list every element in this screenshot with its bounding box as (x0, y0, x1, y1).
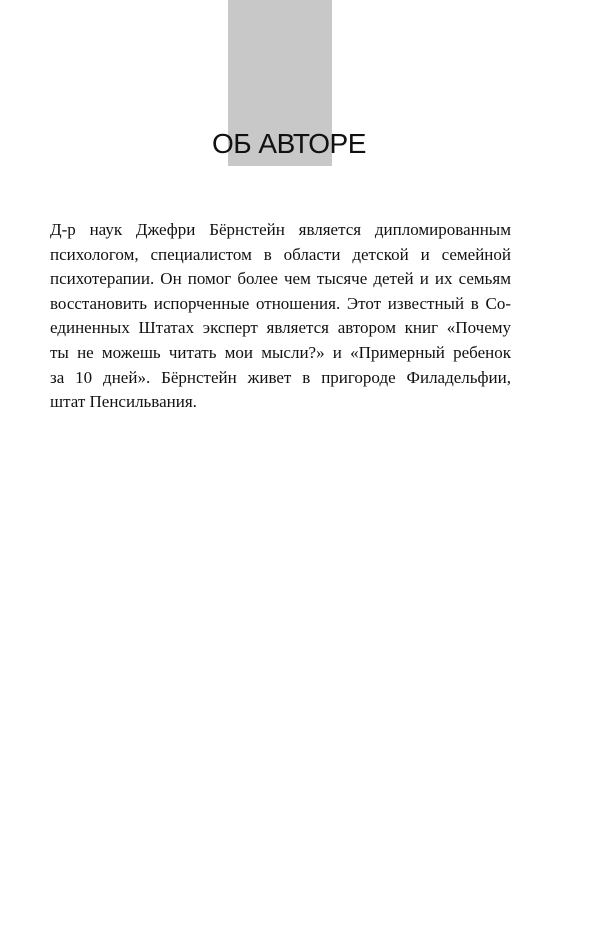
bio-line: ты не можешь читать мои мысли?» и «Примерный ребенок (50, 342, 511, 362)
section-heading: ОБ АВТОРЕ (212, 128, 366, 159)
bio-line: Д-р наук Джефри Бёрнстейн является дипломированным (50, 220, 511, 239)
bio-line: психологом, специалистом в области детской и семейной (50, 244, 511, 264)
bio-line: единенных Штатах эксперт является автором книг «Почему (50, 318, 511, 338)
author-bio-paragraph (50, 218, 511, 415)
bio-line: психотерапии. Он помог более чем тысяче детей и их семьям (50, 269, 511, 289)
bio-line: восстановить испорченные отношения. Этот известный в Со- (50, 293, 511, 313)
bio-line: за 10 дней». Бёрнстейн живет в пригороде Филадельфии, (50, 367, 511, 387)
bio-line: штат Пенсильвания. (50, 392, 197, 412)
